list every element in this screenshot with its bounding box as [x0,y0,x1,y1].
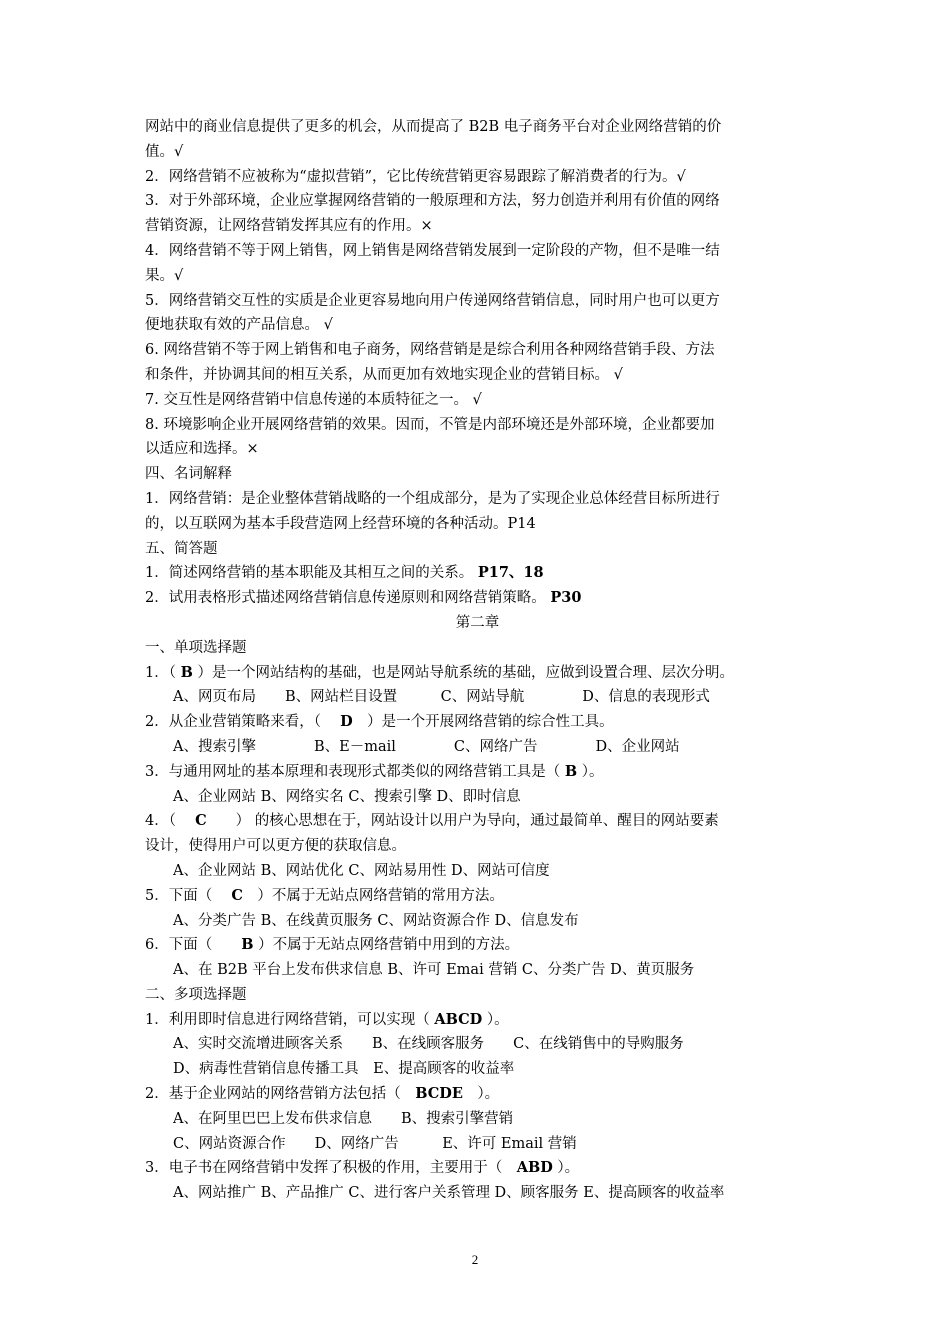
text-line: 便地获取有效的产品信息。 √ [145,317,333,334]
answer-text: ABCD [434,1010,483,1028]
text-line [145,561,810,586]
text-line: A、搜索引擎 B、E－mail C、网络广告 D、企业网站 [173,738,680,755]
text-line: A、分类广告 B、在线黄页服务 C、网站资源合作 D、信息发布 [173,912,579,929]
text-line: 2．网络营销不应被称为“虚拟营销”，它比传统营销更容易跟踪了解消费者的行为。√ [145,168,686,185]
text-line: 营销资源，让网络营销发挥其应有的作用。× [145,218,433,235]
text-line: C、网站资源合作 D、网络广告 E、许可 Email 营销 [173,1135,577,1152]
text-line [145,1156,810,1181]
text-line: 以适应和选择。× [145,441,259,458]
text-line: 8. 环境影响企业开展网络营销的效果。因而，不管是内部环境还是外部环境，企业都要加 [145,416,715,433]
text-line [145,1082,810,1107]
answer-text: B [241,936,254,954]
text-line: 网站中的商业信息提供了更多的机会，从而提高了 B2B 电子商务平台对企业网络营销的价 [145,119,722,135]
answer-text: B [564,762,578,780]
page-number: 2 [471,1252,479,1267]
text-line: A、在 B2B 平台上发布供求信息 B、许可 Emai 营销 C、分类广告 D、黄页服务 [173,962,695,979]
question-text: ） 的核心思想在于，网站设计以用户为导向，通过最简单、醒目的网站要素 [206,813,719,830]
question-text: ）是一个网站结构的基础，也是网站导航系统的基础，应做到设置合理、层次分明。 [192,664,734,681]
text-line: 果。√ [145,267,184,284]
text-line [145,710,810,735]
answer-text: BCDE [415,1085,463,1103]
question-text: 3．与通用网址的基本原理和表现形式都类似的网络营销工具是（ [145,763,565,780]
question-text: 1．（ [145,664,181,681]
text-line [145,1008,810,1033]
question-text: ）。 [552,1160,580,1177]
text-line [145,760,810,785]
text-line: A、实时交流增进顾客关系 B、在线顾客服务 C、在线销售中的导购服务 [173,1036,684,1053]
question-text: 2．从企业营销策略来看，（ [145,714,341,731]
question-text: 2．试用表格形式描述网络营销信息传递原则和网络营销策略。 [145,590,551,607]
question-text: 4．（ [145,813,196,830]
text-line: 四、名词解释 [145,466,232,483]
text-line [145,884,810,909]
text-line: 7. 交互性是网络营销中信息传递的本质特征之一。 √ [145,391,482,408]
answer-text: C [231,886,243,904]
question-text: 6．下面（ [145,937,242,954]
text-line: 和条件，并协调其间的相互关系，从而更加有效地实现企业的营销目标。 √ [145,366,623,383]
text-line: D、病毒性营销信息传播工具 E、提高顾客的收益率 [173,1061,515,1078]
question-text: 1．简述网络营销的基本职能及其相互之间的关系。 [145,565,478,582]
chapter-heading: 第二章 [455,614,500,631]
answer-text: C [195,812,207,830]
question-text: 3．电子书在网络营销中发挥了积极的作用，主要用于（ [145,1160,517,1177]
text-line: A、网站推广 B、产品推广 C、进行客户关系管理 D、顾客服务 E、提高顾客的收益率 [173,1185,725,1202]
page-body [145,115,810,1206]
text-line: A、在阿里巴巴上发布供求信息 B、搜索引擎营销 [173,1110,514,1127]
text-line: 一、单项选择题 [145,639,247,656]
text-line: A、企业网站 B、网站优化 C、网站易用性 D、网站可信度 [173,862,550,879]
text-line: 二、多项选择题 [145,986,247,1003]
text-line [145,933,810,958]
question-text: 2．基于企业网站的网络营销方法包括（ [145,1086,416,1103]
question-text: ）不属于无站点网络营销的常用方法。 [242,887,504,904]
text-line [145,586,810,611]
question-text: ）不属于无站点网络营销中用到的方法。 [253,937,520,954]
answer-text: D [340,713,353,731]
text-line: 五、简答题 [145,540,218,557]
text-line: 1．网络营销：是企业整体营销战略的一个组成部分，是为了实现企业总体经营目标所进行 [145,490,720,507]
question-text: 5．下面（ [145,887,232,904]
text-line [145,661,810,686]
text-line: A、网页布局 B、网站栏目设置 C、网站导航 D、信息的表现形式 [173,689,710,706]
question-text: ）是一个开展网络营销的综合性工具。 [352,714,614,731]
answer-text: B [180,663,193,681]
text-line: 设计，使得用户可以更方便的获取信息。 [145,838,406,855]
question-text: ）。 [462,1086,500,1103]
question-text: 1．利用即时信息进行网络营销，可以实现（ [145,1011,435,1028]
text-line: 的，以互联网为基本手段营造网上经营环境的各种活动。P14 [145,515,536,532]
question-text: ）。 [482,1011,509,1028]
text-line: 6. 网络营销不等于网上销售和电子商务，网络营销是是综合利用各种网络营销手段、方法 [145,342,715,359]
text-line: A、企业网站 B、网络实名 C、搜索引擎 D、即时信息 [173,788,521,805]
answer-text: P30 [550,589,582,607]
text-line: 3．对于外部环境，企业应掌握网络营销的一般原理和方法，努力创造并利用有价值的网络 [145,193,720,210]
answer-text: ABD [516,1159,553,1177]
text-line: 5．网络营销交互性的实质是企业更容易地向用户传递网络营销信息，同时用户也可以更方 [145,292,720,309]
text-line: 值。√ [145,143,184,160]
text-line [145,809,810,834]
text-line: 4．网络营销不等于网上销售，网上销售是网络营销发展到一定阶段的产物，但不是唯一结 [145,242,720,259]
answer-text: P17、18 [477,564,544,582]
question-text: ）。 [577,763,604,780]
